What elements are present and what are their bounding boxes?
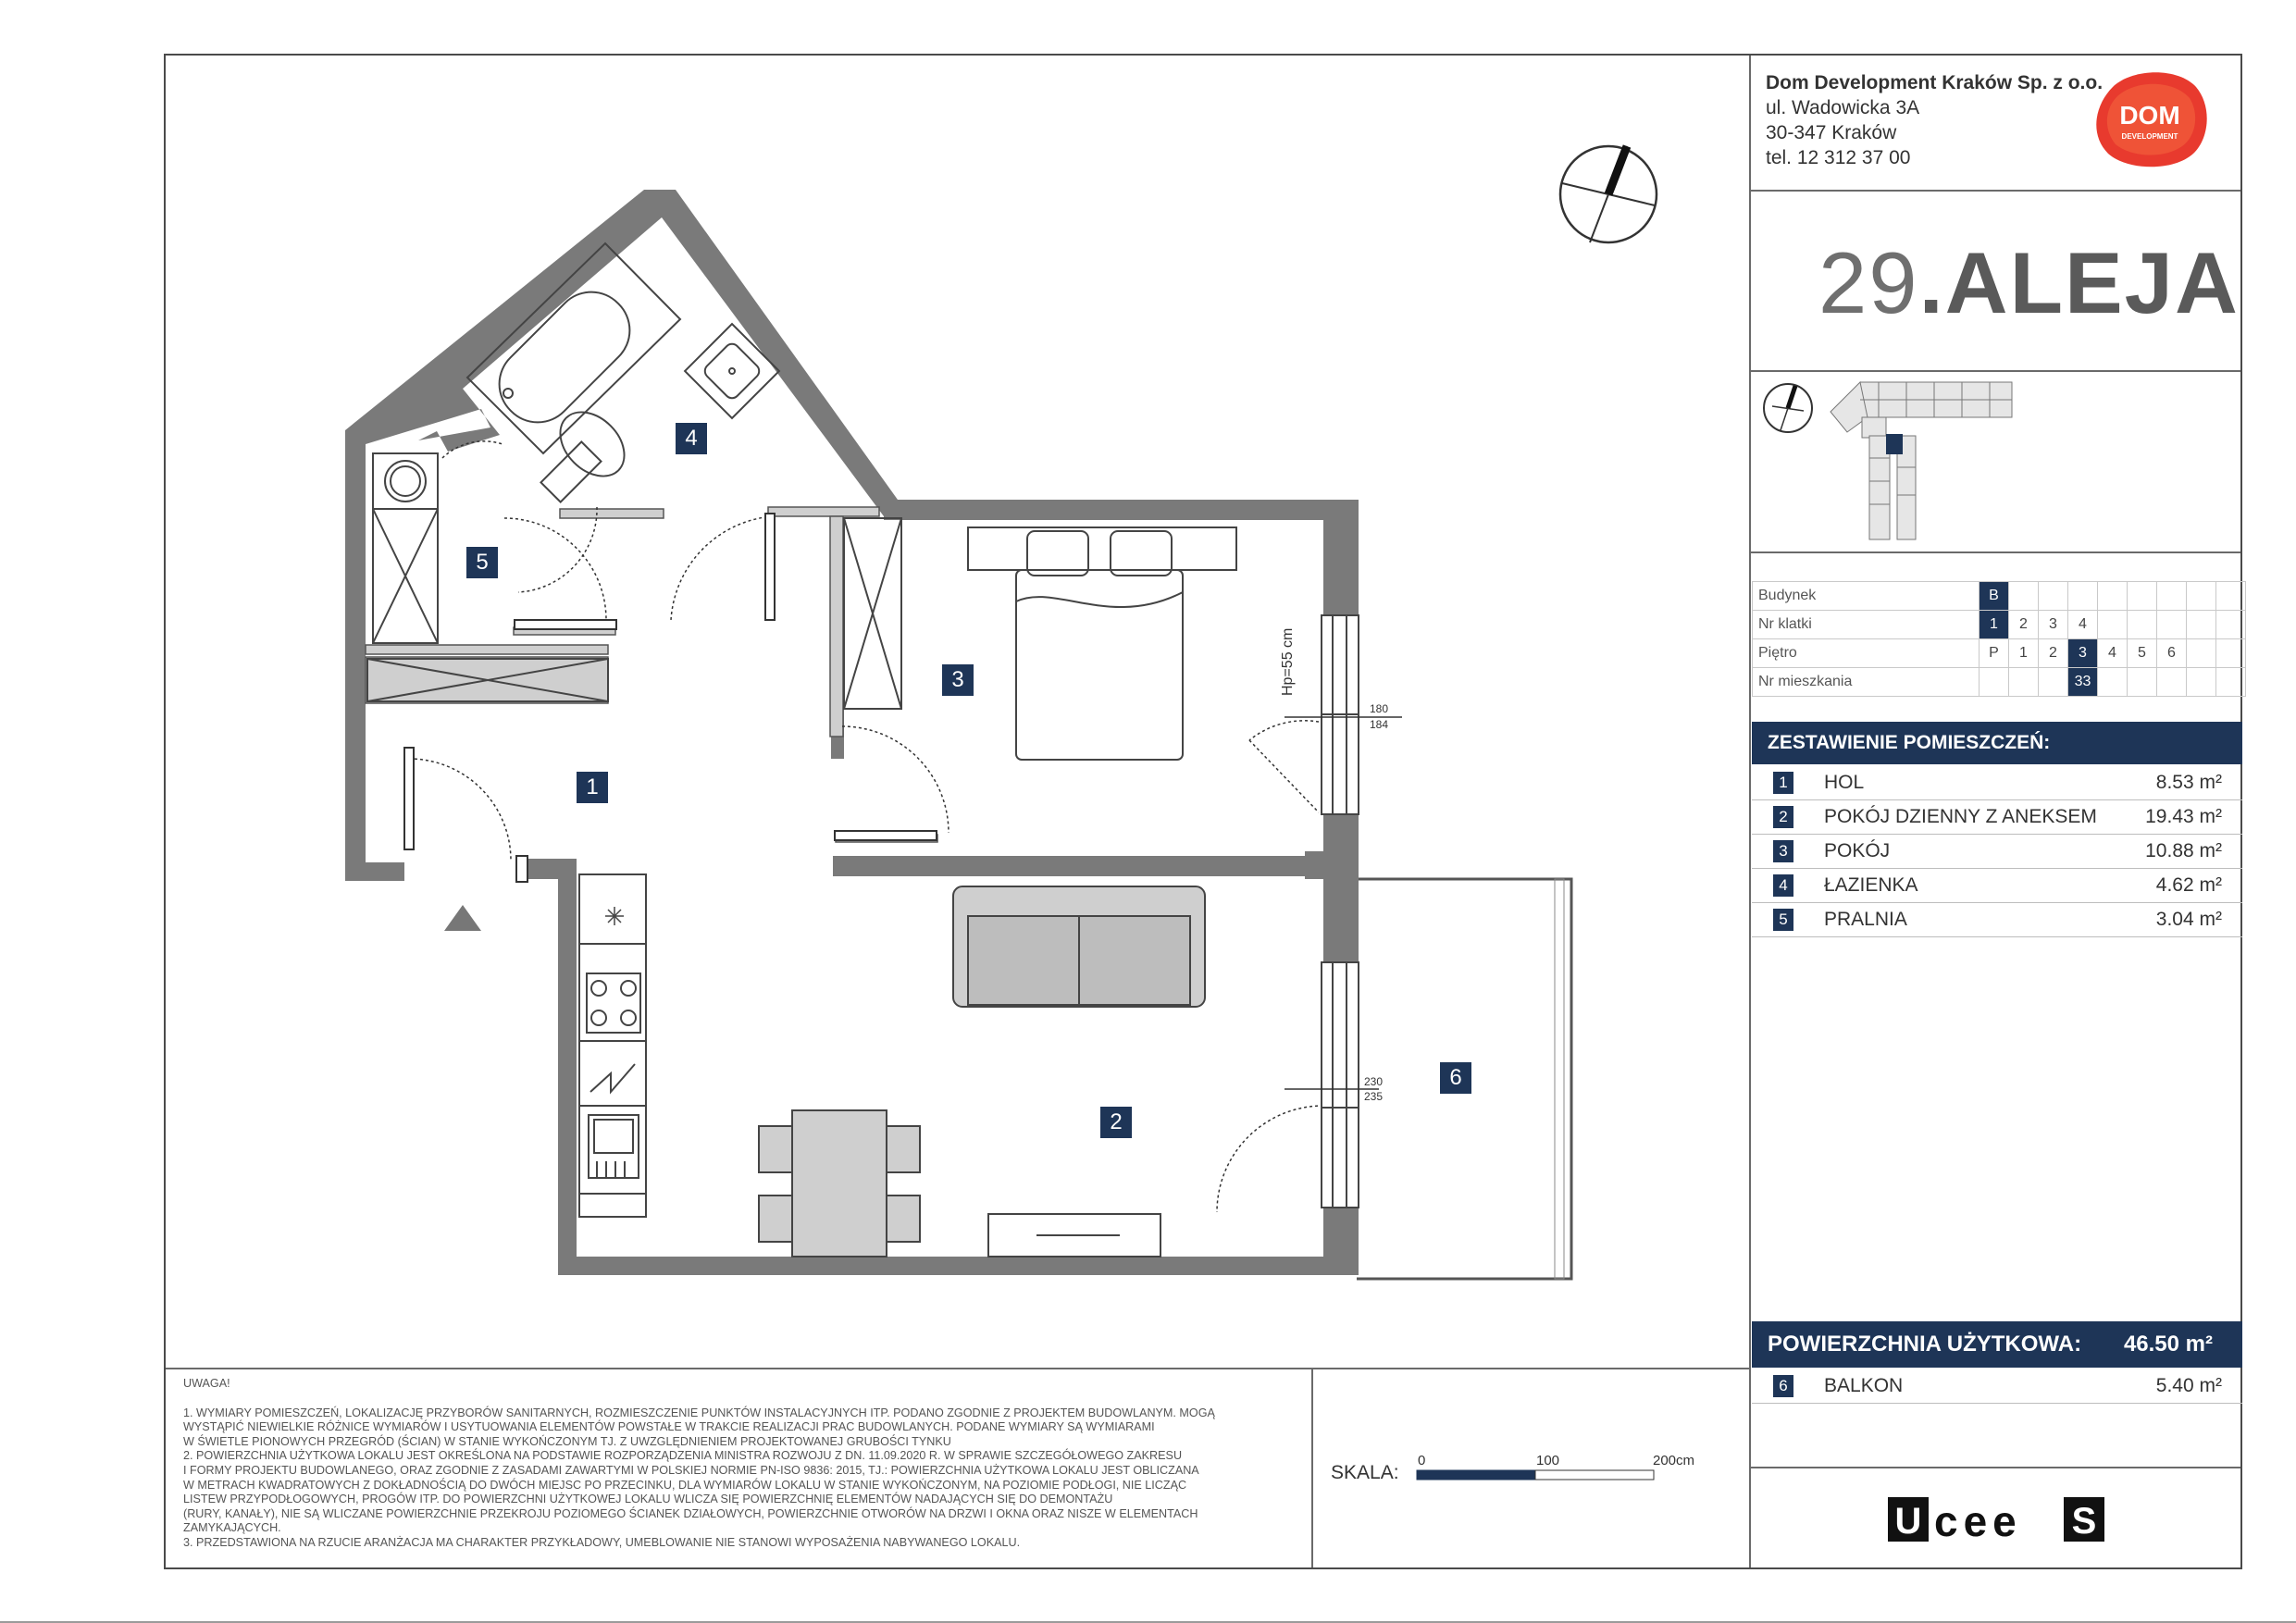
room-row bbox=[1752, 903, 2242, 937]
logo-text-bottom: DEVELOPMENT bbox=[2121, 132, 2178, 141]
room-area: 5.40 m² bbox=[2155, 1375, 2222, 1396]
grid-cell bbox=[2098, 668, 2128, 697]
window1-dim-top: 180 bbox=[1370, 702, 1389, 715]
room-area: 19.43 m² bbox=[2145, 806, 2222, 827]
notes-line: I FORMY PROJEKTU BUDOWLANEGO, ORAZ ZGODNIE Z ZASADAMI ZAWARTYMI W POLSKIEJ NORMIE PN-ISO 9836: 2015, TJ.: POWIERZCHNIA UŻYTKOWA LOKALU JEST OBLICZANA bbox=[183, 1463, 1199, 1477]
grid-label: Piętro bbox=[1753, 639, 1980, 668]
rooms-summary-title-text: ZESTAWIENIE POMIESZCZEŃ: bbox=[1768, 732, 2051, 753]
grid-cell bbox=[2216, 582, 2246, 611]
grid-label: Budynek bbox=[1753, 582, 1980, 611]
grid-row-building bbox=[1753, 582, 2246, 611]
doors bbox=[409, 441, 1323, 1212]
room-number: 4 bbox=[1773, 874, 1793, 897]
grid-cell bbox=[2009, 668, 2039, 697]
bed-icon bbox=[968, 527, 1236, 760]
grid-cell bbox=[2128, 611, 2157, 639]
grid-cell: P bbox=[1980, 639, 2009, 668]
grid-cell: 4 bbox=[2098, 639, 2128, 668]
room-tag-3: 3 bbox=[942, 664, 974, 696]
grid-cell bbox=[2009, 582, 2039, 611]
grid-cell: 3 bbox=[2068, 639, 2098, 668]
room-number: 2 bbox=[1773, 806, 1793, 828]
grid-row-stairwell bbox=[1753, 611, 2246, 639]
toilet-icon bbox=[540, 400, 637, 502]
room-row bbox=[1752, 766, 2242, 800]
company-address-line2: 30-347 Kraków bbox=[1766, 122, 1897, 143]
grid-label: Nr mieszkania bbox=[1753, 668, 1980, 697]
grid-cell: 2 bbox=[2009, 611, 2039, 639]
entrance-arrow-icon bbox=[444, 905, 481, 931]
grid-label: Nr klatki bbox=[1753, 611, 1980, 639]
room-number: 3 bbox=[1773, 840, 1793, 862]
room-name: ŁAZIENKA bbox=[1824, 874, 1918, 896]
tv-unit-icon bbox=[988, 1214, 1160, 1257]
room-name: POKÓJ bbox=[1824, 840, 1891, 861]
room-tag-2: 2 bbox=[1100, 1107, 1132, 1138]
grid-cell: 33 bbox=[2068, 668, 2098, 697]
room-name: POKÓJ DZIENNY Z ANEKSEM bbox=[1824, 806, 2097, 827]
room-row bbox=[1752, 800, 2242, 835]
notes-line: W ŚWIETLE PIONOWYCH PRZEGRÓD (ŚCIAN) W STANIE WYKOŃCZONYM TJ. Z UWZGLĘDNIENIEM PROJEKTOWANEJ GRUBOŚCI TYNKU bbox=[183, 1434, 951, 1448]
project-logo bbox=[1818, 233, 2240, 333]
ucees-logo bbox=[1888, 1492, 2110, 1547]
window2-dim-bottom: 235 bbox=[1364, 1090, 1384, 1103]
grid-cell bbox=[2039, 582, 2068, 611]
dining-table-icon bbox=[759, 1110, 920, 1257]
ucees-letter-s: S bbox=[2071, 1501, 2097, 1542]
grid-cell bbox=[2128, 582, 2157, 611]
grid-cell bbox=[2187, 639, 2216, 668]
ucees-letter-u: U bbox=[1894, 1501, 1922, 1542]
right-panel-divider bbox=[1749, 56, 1751, 1567]
project-logo-name: .ALEJA bbox=[1918, 234, 2240, 331]
cooktop-icon bbox=[587, 973, 640, 1033]
grid-cell bbox=[2157, 668, 2187, 697]
grid-cell bbox=[2068, 582, 2098, 611]
room-name: PRALNIA bbox=[1824, 909, 1907, 930]
company-phone: tel. 12 312 37 00 bbox=[1766, 147, 1911, 168]
grid-cell bbox=[1980, 668, 2009, 697]
project-logo-number: 29 bbox=[1818, 234, 1919, 331]
notes-line: LISTEW PRZYPODŁOGOWYCH, PROGÓW ITP. DO POWIERZCHNI UŻYTKOWEJ LOKALU WLICZA SIĘ POWIERZCHNIĘ ELEMENTÓW NADAJĄCYCH SIĘ DO DEMONTAŻU bbox=[183, 1493, 1113, 1506]
room-area: 3.04 m² bbox=[2155, 909, 2222, 930]
usable-area-label: POWIERZCHNIA UŻYTKOWA: bbox=[1768, 1332, 2082, 1357]
dom-development-logo bbox=[2090, 68, 2210, 170]
grid-cell: 6 bbox=[2157, 639, 2187, 668]
room-area: 10.88 m² bbox=[2145, 840, 2222, 861]
key-plan bbox=[1758, 375, 2147, 546]
location-grid bbox=[1752, 581, 2246, 697]
room-number: 6 bbox=[1773, 1375, 1793, 1397]
notes-line: WYSTĄPIĆ NIEWIELKIE RÓŻNICE WYMIARÓW I USYTUOWANIA ELEMENTÓW POWSTAŁE W TRAKCIE REALIZACJI PRAC BUDOWLANYCH. PODANE WYMIARY SĄ WYMIARAMI bbox=[183, 1420, 1155, 1434]
company-address-line1: ul. Wadowicka 3A bbox=[1766, 97, 1920, 118]
grid-cell bbox=[2128, 668, 2157, 697]
grid-cell: 3 bbox=[2039, 611, 2068, 639]
logo-text-top: DOM bbox=[2119, 101, 2180, 130]
legal-notes bbox=[183, 1377, 1303, 1551]
scale-label: SKALA: bbox=[1331, 1462, 1399, 1483]
washing-machine-icon bbox=[385, 461, 426, 502]
window2-dim-top: 230 bbox=[1364, 1075, 1384, 1088]
panel-divider-3 bbox=[1751, 551, 2240, 553]
room-area: 4.62 m² bbox=[2155, 874, 2222, 896]
notes-line: 1. WYMIARY POMIESZCZEŃ, LOKALIZACJĘ PRZYBORÓW SANITARNYCH, ROZMIESZCZENIE PUNKTÓW INSTALACYJNYCH ITP. PODANO ZGODNIE Z PROJEKTEM BUDOWLANYM. MOGĄ bbox=[183, 1406, 1215, 1419]
panel-divider-4 bbox=[1751, 1467, 2240, 1468]
grid-cell bbox=[2098, 611, 2128, 639]
grid-cell bbox=[2187, 668, 2216, 697]
room-area: 8.53 m² bbox=[2155, 772, 2222, 793]
grid-row-floor bbox=[1753, 639, 2246, 668]
compass-icon bbox=[1560, 146, 1657, 242]
room-number: 1 bbox=[1773, 772, 1793, 794]
scale-tick-100: 100 bbox=[1536, 1453, 1560, 1468]
grid-cell: 1 bbox=[1980, 611, 2009, 639]
usable-area-total bbox=[1752, 1321, 2242, 1368]
notes-top-divider bbox=[166, 1368, 1751, 1369]
grid-cell bbox=[2187, 611, 2216, 639]
panel-divider-2 bbox=[1751, 370, 2240, 372]
room-row bbox=[1752, 1369, 2242, 1404]
panel-divider-1 bbox=[1751, 190, 2240, 192]
scale-tick-200: 200cm bbox=[1653, 1453, 1695, 1468]
notes-line: (RURY, KANAŁY), NIE SĄ WLICZANE POWIERZCHNIE PRZEKROJU POZIOMEGO ŚCIANEK DZIAŁOWYCH, POWIERZCHNIE OTWORÓW NA DRZWI I OKNA ORAZ NISZE W ELEMENTACH bbox=[183, 1506, 1198, 1520]
company-info bbox=[1766, 70, 2103, 170]
grid-cell: 2 bbox=[2039, 639, 2068, 668]
scale-bar bbox=[1416, 1469, 1658, 1482]
room-tag-5: 5 bbox=[466, 547, 498, 578]
notes-scale-divider bbox=[1311, 1369, 1313, 1567]
notes-line: 2. POWIERZCHNIA UŻYTKOWA LOKALU JEST OKREŚLONA NA PODSTAWIE ROZPORZĄDZENIA MINISTRA ROZWOJU Z DN. 11.09.2020 R. W SPRAWIE SZCZEGÓŁOWEGO ZAKRESU bbox=[183, 1449, 1183, 1463]
grid-cell bbox=[2216, 668, 2246, 697]
room-row bbox=[1752, 869, 2242, 903]
notes-line: 3. PRZEDSTAWIONA NA RZUCIE ARANŻACJA MA CHARAKTER PRZYKŁADOWY, UMEBLOWANIE NIE STANOWI WYPOSAŻENIA NABYWANEGO LOKALU. bbox=[183, 1535, 1021, 1549]
grid-cell: 1 bbox=[2009, 639, 2039, 668]
room-tag-4: 4 bbox=[676, 423, 707, 454]
room-tag-6: 6 bbox=[1440, 1062, 1471, 1094]
extra-rooms-list bbox=[1752, 1369, 2242, 1404]
notes-line: W METRACH KWADRATOWYCH Z DOKŁADNOŚCIĄ DO DWÓCH MIEJSC PO PRZECINKU, DLA WYMIARÓW LOKALU W STANIE WYKOŃCZONYM, NA POZIOMIE PODŁOGI, NIE LICZĄC bbox=[183, 1478, 1187, 1492]
apartment-marker bbox=[1886, 434, 1903, 454]
grid-cell bbox=[2187, 582, 2216, 611]
building-outline bbox=[1831, 382, 2012, 539]
company-name: Dom Development Kraków Sp. z o.o. bbox=[1766, 72, 2104, 93]
grid-cell: B bbox=[1980, 582, 2009, 611]
room-name: BALKON bbox=[1824, 1375, 1904, 1396]
sofa-icon bbox=[953, 886, 1205, 1007]
notes-heading: UWAGA! bbox=[183, 1377, 230, 1390]
grid-cell bbox=[2098, 582, 2128, 611]
grid-cell bbox=[2157, 611, 2187, 639]
grid-cell bbox=[2216, 611, 2246, 639]
ucees-letters: cee bbox=[1934, 1497, 2022, 1545]
window-height-label: Hp=55 cm bbox=[1280, 627, 1296, 696]
rooms-summary-title bbox=[1752, 722, 2242, 764]
window1-dim-bottom: 184 bbox=[1370, 718, 1389, 731]
scale-tick-0: 0 bbox=[1418, 1453, 1426, 1468]
room-number: 5 bbox=[1773, 909, 1793, 931]
room-tag-1: 1 bbox=[577, 772, 608, 803]
usable-area-value: 46.50 m² bbox=[2123, 1332, 2213, 1357]
grid-cell: 4 bbox=[2068, 611, 2098, 639]
floor-plan bbox=[166, 56, 1748, 1365]
key-plan-compass-icon bbox=[1764, 384, 1812, 432]
rooms-list bbox=[1752, 766, 2242, 937]
grid-cell bbox=[2157, 582, 2187, 611]
grid-cell bbox=[2216, 639, 2246, 668]
grid-cell bbox=[2039, 668, 2068, 697]
kitchen-sink-icon bbox=[589, 1115, 639, 1178]
room-row bbox=[1752, 835, 2242, 869]
room-name: HOL bbox=[1824, 772, 1865, 793]
fridge-icon bbox=[605, 907, 624, 925]
grid-row-apartment bbox=[1753, 668, 2246, 697]
grid-cell: 5 bbox=[2128, 639, 2157, 668]
oven-icon bbox=[590, 1064, 635, 1092]
notes-line: ZAMYKAJĄCYCH. bbox=[183, 1521, 281, 1535]
